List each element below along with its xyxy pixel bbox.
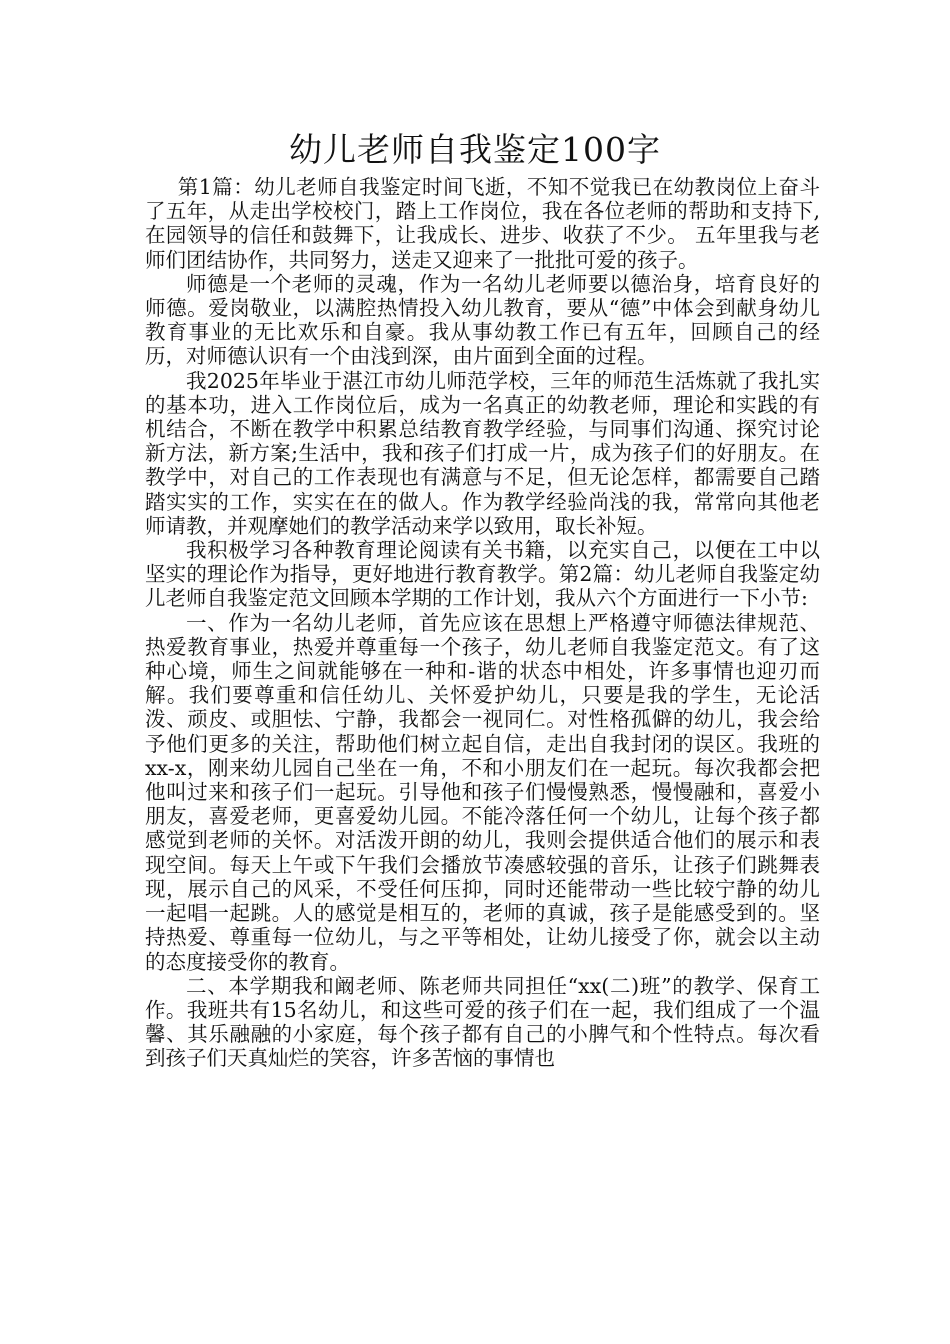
document-title: 幼儿老师自我鉴定100字 bbox=[289, 130, 661, 169]
paragraph-4: 我积极学习各种教育理论阅读有关书籍，以充实自己，以便在工中以坚实的理论作为指导，更好地进行教育教学。第2篇：幼儿老师自我鉴定幼儿老师自我鉴定范文回顾本学期的工作计划，我从六个方面进行一下小节: bbox=[145, 538, 820, 611]
document-body bbox=[145, 175, 820, 1071]
paragraph-3: 我2025年毕业于湛江市幼儿师范学校，三年的师范生活炼就了我扎实的基本功，进入工作岗位后，成为一名真正的幼教老师，理论和实践的有机结合，不断在教学中积累总结教育教学经验，与同事们沟通、探究讨论新方法，新方案;生活中，我和孩子们打成一片，成为孩子们的好朋友。在教学中，对自己的工作表现也有满意与不足，但无论怎样，都需要自己踏踏实实的工作，实实在在的做人。作为教学经验尚浅的我，常常向其他老师请教，并观摩她们的教学活动来学以致用，取长补短。 bbox=[145, 368, 820, 538]
paragraph-1: 第1篇：幼儿老师自我鉴定时间飞逝，不知不觉我已在幼教岗位上奋斗了五年，从走出学校校门，踏上工作岗位，我在各位老师的帮助和支持下,在园领导的信任和鼓舞下，让我成长、进步、收获了不少。 五年里我与老师们团结协作，共同努力，送走又迎来了一批批可爱的孩子。 bbox=[145, 175, 820, 272]
paragraph-2: 师德是一个老师的灵魂，作为一名幼儿老师要以德治身，培育良好的师德。爱岗敬业，以满腔热情投入幼儿教育，要从“德”中体会到献身幼儿教育事业的无比欢乐和自豪。我从事幼教工作已有五年，回顾自己的经历，对师德认识有一个由浅到深，由片面到全面的过程。 bbox=[145, 271, 820, 369]
paragraph-6: 二、本学期我和阚老师、陈老师共同担任“xx(二)班”的教学、保育工作。我班共有15名幼儿，和这些可爱的孩子们在一起，我们组成了一个温馨、其乐融融的小家庭，每个孩子都有自己的小脾气和个性特点。每次看到孩子们天真灿烂的笑容，许多苦恼的事情也 bbox=[145, 973, 820, 1071]
paragraph-5: 一、作为一名幼儿老师，首先应该在思想上严格遵守师德法律规范、热爱教育事业，热爱并尊重每一个孩子，幼儿老师自我鉴定范文。有了这种心境，师生之间就能够在一种和-谐的状态中相处，许多事情也迎刃而解。我们要尊重和信任幼儿、关怀爱护幼儿，只要是我的学生，无论活泼、顽皮、或胆怯、宁静，我都会一视同仁。对性格孤僻的幼儿，我会给予他们更多的关注，帮助他们树立起自信，走出自我封闭的误区。我班的xx-x，刚来幼儿园自己坐在一角，不和小朋友们在一起玩。每次我都会把他叫过来和孩子们一起玩。引导他和孩子们慢慢熟悉，慢慢融和，喜爱小朋友，喜爱老师，更喜爱幼儿园。不能冷落任何一个幼儿，让每个孩子都感觉到老师的关怀。对活泼开朗的幼儿，我则会提供适合他们的展示和表现空间。每天上午或下午我们会播放节凑感较强的音乐，让孩子们跳舞表现，展示自己的风采，不受任何压抑，同时还能带动一些比较宁静的幼儿一起唱一起跳。人的感觉是相互的，老师的真诚，孩子是能感受到的。坚持热爱、尊重每一位幼儿，与之平等相处，让幼儿接受了你，就会以主动的态度接受你的教育。 bbox=[145, 610, 820, 974]
